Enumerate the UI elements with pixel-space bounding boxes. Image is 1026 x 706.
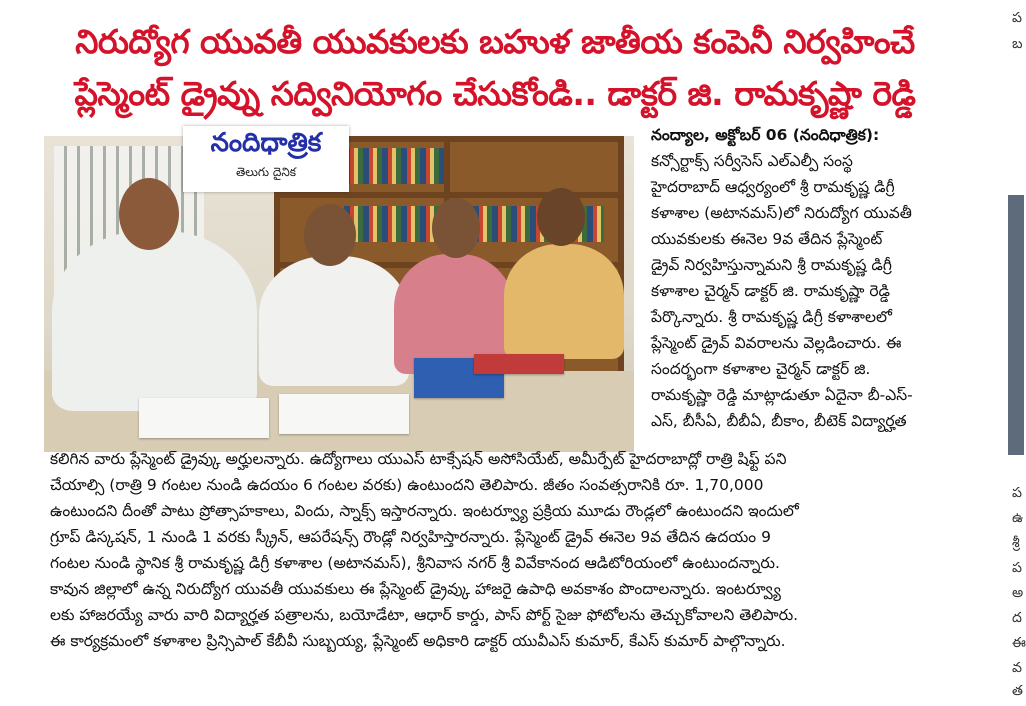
photo-papers <box>279 394 409 434</box>
article-line: కలిగిన వారు ప్లేస్మెంట్ డ్రైవ్కు అర్హులన్నారు. ఉద్యోగాలు యుఎస్ టాక్సేషన్ అసోసియేట్, అమీర్పేట్ హైదరాబాద్లో రాత్రి షిఫ్ట్ పని <box>50 450 787 468</box>
article-line: గంటల నుండి స్థానిక శ్రీ రామకృష్ణ డిగ్రీ కళాశాల (అటానమస్), శ్రీనివాస నగర్ శ్రీ వివేకానంద ఆడిటోరియంలో ఉంటుందన్నారు. <box>50 554 780 572</box>
edge-fragment: ద <box>1012 610 1022 626</box>
edge-fragment: శ్రీ <box>1012 535 1020 551</box>
photo-person-4 <box>504 244 624 359</box>
edge-fragment: ప <box>1012 560 1022 576</box>
photo-files <box>474 354 564 374</box>
adjacent-article-photo <box>1008 195 1024 455</box>
edge-fragment: బ <box>1012 36 1023 52</box>
article-right-column <box>651 122 981 434</box>
article-line: ప్లేస్మెంట్ డ్రైవ్ వివరాలను వెల్లడించారు. ఈ <box>651 334 902 352</box>
newspaper-logo <box>183 126 349 192</box>
edge-fragment: త <box>1012 683 1023 699</box>
edge-fragment: వ <box>1012 660 1022 676</box>
photo-person-1 <box>52 231 257 411</box>
article-line: కళాశాల (అటానమస్)లో నిరుద్యోగ యువతీ <box>651 204 912 222</box>
article-line: కళాశాల చైర్మన్ డాక్టర్ జి. రామకృష్ణా రెడ్డి <box>651 282 890 300</box>
photo-person-2 <box>259 256 409 386</box>
headline-line-1: నిరుద్యోగ యువతీ యువకులకు బహుళ జాతీయ కంపెనీ నిర్వహించే <box>75 22 915 61</box>
logo-tagline: తెలుగు దైనిక <box>235 165 297 179</box>
photo-person-3-head <box>432 198 480 258</box>
article-line: రామకృష్ణా రెడ్డి మాట్లాడుతూ ఏదైనా బీ-ఎస్- <box>651 386 913 404</box>
photo-books <box>344 206 444 242</box>
article-line: లకు హాజరయ్యే వారు వారి విద్యార్హత పత్రాలను, బయోడేటా, ఆధార్ కార్డు, పాస్ పోర్ట్ సైజు ఫోటోలను తెచ్చుకోవాలని తెలిపారు. <box>50 606 799 624</box>
article-line: కన్సోర్టాక్స్ సర్వీసెస్ ఎల్ఎల్పీ సంస్థ <box>651 152 853 170</box>
article-line: ఉంటుందని దీంతో పాటు ప్రోత్సాహకాలు, విందు, స్నాక్స్ ఇస్తారన్నారు. ఇంటర్వ్యూ ప్రక్రియ మూడు రౌండ్లలో ఉంటుందని ఇందులో <box>50 502 799 520</box>
photo-person-4-head <box>537 188 585 246</box>
headline-line-2: ప్లేస్మెంట్ డ్రైవ్ను సద్వినియోగం చేసుకోండి.. డాక్టర్ జి. రామకృష్ణా రెడ్డి <box>74 74 916 113</box>
article-line: సందర్భంగా కళాశాల చైర్మన్ డాక్టర్ జి. <box>651 360 871 378</box>
article-dateline: నంద్యాల, అక్టోబర్ 06 (నందిధాత్రిక): <box>651 126 880 144</box>
article-line: కావున జిల్లాలో ఉన్న నిరుద్యోగ యువతీ యువకులు ఈ ప్లేస్మెంట్ డ్రైవ్కు హాజరై ఉపాధి అవకాశం పొందాలన్నారు. ఇంటర్వ్యూ <box>50 580 781 598</box>
article-line: హైదరాబాద్ ఆధ్వర్యంలో శ్రీ రామకృష్ణ డిగ్రీ <box>651 178 895 196</box>
photo-person-1-head <box>119 178 179 250</box>
article-line: పేర్కొన్నారు. శ్రీ రామకృష్ణ డిగ్రీ కళాశాలలో <box>651 308 892 326</box>
article-line: ఎస్, బీసీఏ, బీబీఏ, బీకాం, బీటెక్ విద్యార్హత <box>651 412 907 430</box>
article-line: ఈ కార్యక్రమంలో కళాశాల ప్రిన్సిపాల్ కేబీవీ సుబ్బయ్య, ప్లేస్మెంట్ అధికారి డాక్టర్ యువీఎస్ కుమార్, కేఎస్ కుమార్ పాల్గొన్నారు. <box>50 632 786 650</box>
edge-fragment: ప <box>1012 10 1022 26</box>
photo-books <box>344 148 444 184</box>
edge-fragment: ఈ <box>1012 635 1026 651</box>
article-full-width-text <box>50 446 980 654</box>
photo-person-2-head <box>304 204 356 266</box>
edge-fragment: అ <box>1012 585 1024 601</box>
photo-papers <box>139 398 269 438</box>
article-line: గ్రూప్ డిస్కషన్, 1 నుండి 1 వరకు స్క్రీన్, ఆపరేషన్స్ రౌండ్లో నిర్వహిస్తారన్నారు. ప్లేస్మెంట్ డ్రైవ్ ఈనెల 9వ తేదిన ఉదయం 9 <box>50 528 771 546</box>
article-line: యువకులకు ఈనెల 9వ తేదిన ప్లేస్మెంట్ <box>651 230 883 248</box>
edge-fragment: ఉ <box>1012 510 1024 526</box>
logo-name: నందిధాత్రిక <box>210 128 322 158</box>
article-line: చేయాల్సి (రాత్రి 9 గంటల నుండి ఉదయం 6 గంటల వరకు) ఉంటుందని తెలిపారు. జీతం సంవత్సరానికి రూ. 1,70,000 <box>50 476 764 494</box>
edge-fragment: ప <box>1012 485 1022 501</box>
article-line: డ్రైవ్ నిర్వహిస్తున్నామని శ్రీ రామకృష్ణ డిగ్రీ <box>651 256 892 274</box>
